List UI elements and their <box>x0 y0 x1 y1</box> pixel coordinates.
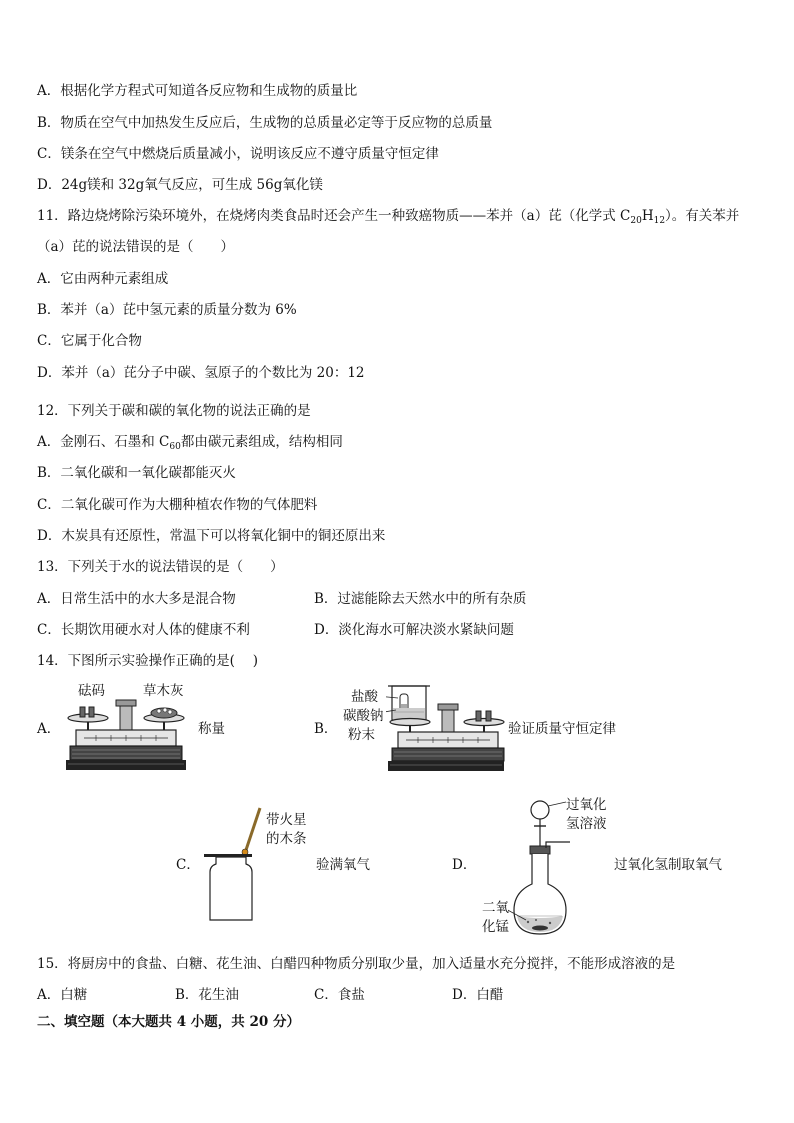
q14-d-caption: 过氧化氢制取氧气 <box>614 857 722 873</box>
q15-option-a: A．白糖 <box>37 987 88 1003</box>
q12-option-d: D．木炭具有还原性，常温下可以将氧化铜中的铜还原出来 <box>37 528 386 544</box>
q14-a-balance-figure <box>66 698 188 774</box>
q10-option-c: C．镁条在空气中燃烧后质量减小，说明该反应不遵守质量守恒定律 <box>37 146 439 162</box>
q13-stem: 13．下列关于水的说法错误的是（ ） <box>37 559 284 575</box>
q10-option-d: D．24g镁和 32g氧气反应，可生成 56g氧化镁 <box>37 177 323 193</box>
q13-option-d: D．淡化海水可解决淡水紧缺问题 <box>314 622 514 638</box>
q14-c-splint-label-2: 的木条 <box>266 831 307 847</box>
q14-d-h2o2-label-2: 氢溶液 <box>566 816 607 832</box>
q14-b-balance-figure <box>386 684 506 774</box>
q14-b-caption: 验证质量守恒定律 <box>508 721 616 737</box>
q11-stem-line2: （a）芘的说法错误的是（ ） <box>37 239 235 255</box>
q14-c-bottle-figure <box>200 806 266 924</box>
q15-option-c: C．食盐 <box>314 987 365 1003</box>
q12-a-sub: 60 <box>169 442 181 452</box>
q12-option-a <box>37 433 343 456</box>
q11-stem-end: ）。有关苯并 <box>665 208 740 224</box>
q11-option-b: B．苯并（a）芘中氢元素的质量分数为 6% <box>37 302 297 318</box>
q14-c-letter: C． <box>176 857 200 873</box>
q11-sub-c: 20 <box>630 216 642 226</box>
q14-b-acid-label: 盐酸 <box>351 689 378 705</box>
q10-option-b: B．物质在空气中加热发生反应后，生成物的总质量必定等于反应物的总质量 <box>37 115 493 131</box>
section-heading: 二、填空题（本大题共 4 小题，共 20 分） <box>37 1014 300 1030</box>
q14-d-mno2-label-1: 二氧 <box>482 900 509 916</box>
q14-a-ash-label: 草木灰 <box>143 683 184 699</box>
q10-option-a: A．根据化学方程式可知道各反应物和生成物的质量比 <box>37 83 358 99</box>
q14-c-caption: 验满氧气 <box>316 857 370 873</box>
q14-d-h2o2-label-1: 过氧化 <box>566 797 607 813</box>
q13-option-c: C．长期饮用硬水对人体的健康不利 <box>37 622 250 638</box>
q11-sub-h: 12 <box>653 216 666 226</box>
q14-d-mno2-label-2: 化锰 <box>482 919 509 935</box>
q12-a-text: A．金刚石、石墨和 C <box>37 434 170 450</box>
q15-option-d: D．白醋 <box>452 987 504 1003</box>
q13-option-b: B．过滤能除去天然水中的所有杂质 <box>314 591 527 607</box>
q12-option-c: C．二氧化碳可作为大棚种植农作物的气体肥料 <box>37 497 318 513</box>
q11-stem-line1 <box>37 207 739 230</box>
q12-a-end: 都由碳元素组成，结构相同 <box>180 434 343 450</box>
q12-option-b: B．二氧化碳和一氧化碳都能灭火 <box>37 465 236 481</box>
q14-b-letter: B． <box>314 721 338 737</box>
q14-a-caption: 称量 <box>198 721 225 737</box>
q14-stem: 14．下图所示实验操作正确的是( ) <box>37 653 259 669</box>
q12-stem: 12．下列关于碳和碳的氧化物的说法正确的是 <box>37 403 311 419</box>
q14-d-letter: D． <box>452 857 477 873</box>
q14-d-flask-figure <box>508 796 578 938</box>
q11-stem-text: 11．路边烧烤除污染环境外，在烧烤肉类食品时还会产生一种致癌物质——苯并（a）芘（化学式 C <box>37 208 631 224</box>
q14-b-carbonate-label: 碳酸钠 <box>343 708 384 724</box>
q11-h: H <box>641 208 654 224</box>
q14-a-letter: A． <box>37 721 61 737</box>
q11-option-c: C．它属于化合物 <box>37 333 142 349</box>
q11-option-a: A．它由两种元素组成 <box>37 271 169 287</box>
q14-c-splint-label-1: 带火星 <box>266 812 307 828</box>
q15-stem: 15．将厨房中的食盐、白糖、花生油、白醋四种物质分别取少量，加入适量水充分搅拌，不能形成溶液的是 <box>37 956 676 972</box>
q15-option-b: B．花生油 <box>175 987 239 1003</box>
q13-option-a: A．日常生活中的水大多是混合物 <box>37 591 236 607</box>
q11-option-d: D．苯并（a）芘分子中碳、氢原子的个数比为 20：12 <box>37 365 365 381</box>
q14-a-weight-label: 砝码 <box>78 683 105 699</box>
q14-b-powder-label: 粉末 <box>348 727 375 743</box>
